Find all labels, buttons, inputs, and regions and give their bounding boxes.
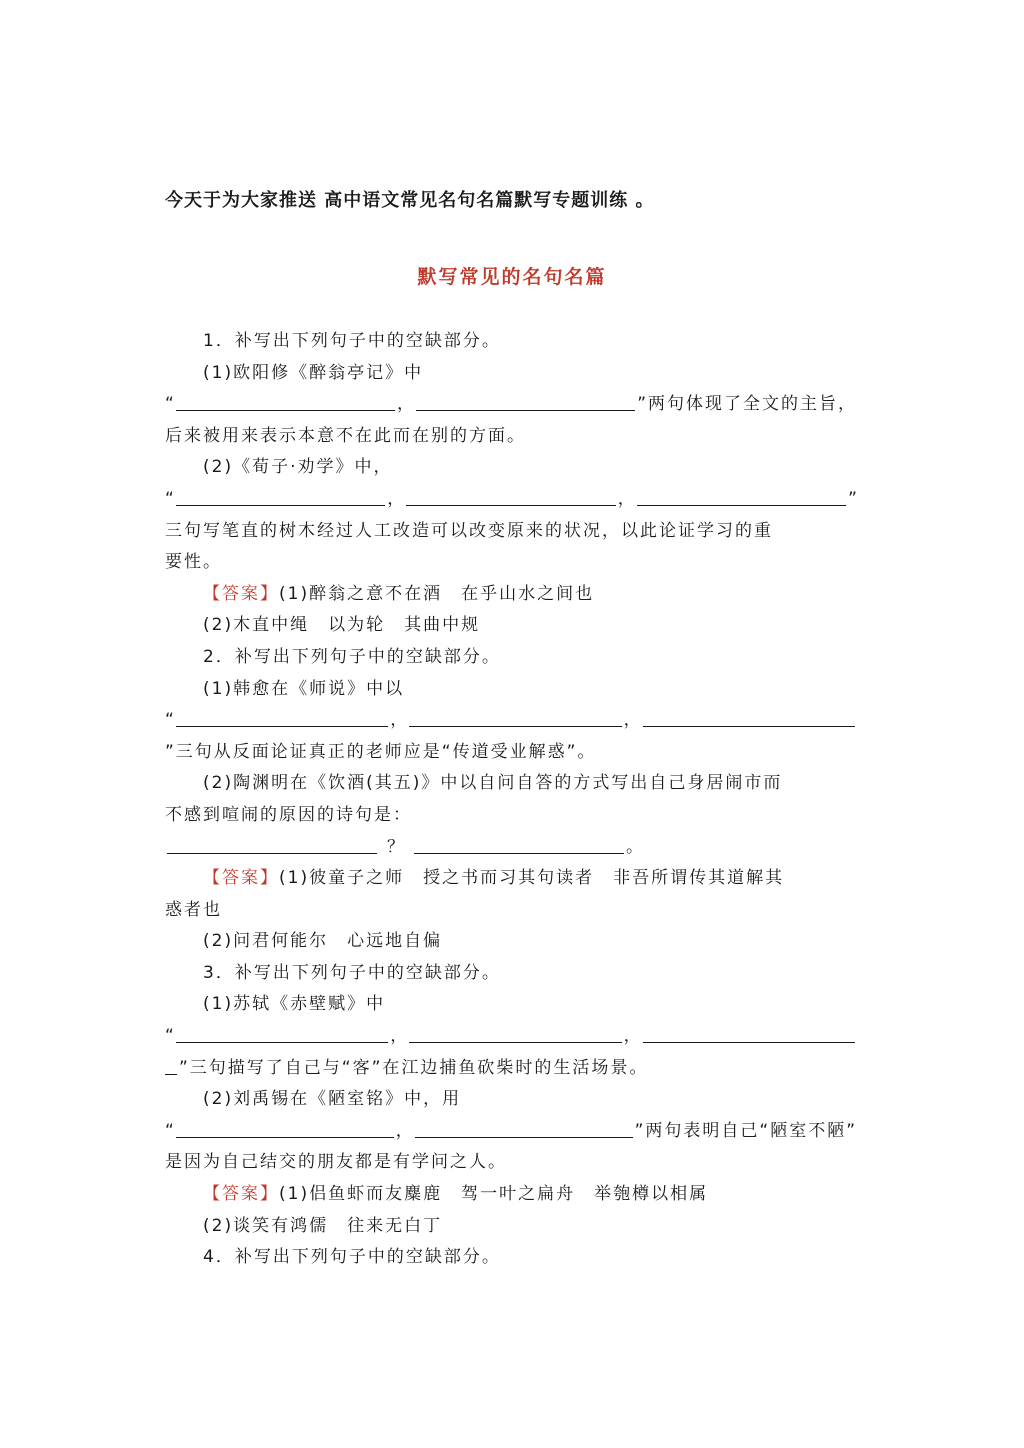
comma: ， <box>623 710 641 731</box>
fill-blank[interactable] <box>176 398 395 411</box>
answer-tag: 【答案】 <box>203 583 279 604</box>
answer-3-line2: (2)谈笑有鸿儒 往来无白丁 <box>203 1215 443 1236</box>
q1-part2-continuation: 三句写笔直的树木经过人工改造可以改变原来的状况，以此论证学习的重 <box>165 520 773 541</box>
comma: ， <box>395 1120 413 1141</box>
full-stop: 。 <box>626 836 643 857</box>
question-3-heading: 3．补写出下列句子中的空缺部分。 <box>203 962 501 983</box>
fill-blank[interactable] <box>406 493 615 506</box>
q1-part1-tail: ”两句体现了全文的主旨， <box>637 394 857 415</box>
q3-part2-blank-line <box>165 1116 857 1148</box>
fill-blank[interactable] <box>416 398 635 411</box>
q1-part2-intro: (2)《荀子·劝学》中， <box>203 457 393 478</box>
comma: ， <box>617 488 635 509</box>
q2-part1-continuation: ”三句从反面论证真正的老师应是“传道受业解惑”。 <box>165 741 597 762</box>
fill-blank[interactable] <box>409 1030 621 1043</box>
section-title: 默写常见的名句名篇 <box>417 266 607 288</box>
q1-part1-blank-line <box>165 389 857 421</box>
open-quote: “ <box>165 710 174 731</box>
close-quote: ” <box>848 488 857 509</box>
q3-part1-blank-line <box>165 1021 857 1053</box>
q1-part1-continuation: 后来被用来表示本意不在此而在别的方面。 <box>165 425 526 446</box>
q2-part1-intro: (1)韩愈在《师说》中以 <box>203 678 405 699</box>
comma: ， <box>387 488 405 509</box>
q3-part1-continuation-line <box>165 1053 857 1085</box>
fill-blank[interactable] <box>637 493 846 506</box>
answer-1-line2: (2)木直中绳 以为轮 其曲中规 <box>203 615 481 636</box>
q2-part2-intro: (2)陶渊明在《饮酒(其五)》中以自问自答的方式写出自己身居闹市而 <box>203 773 783 794</box>
fill-blank[interactable] <box>176 1125 394 1138</box>
answer-tag: 【答案】 <box>203 868 279 889</box>
q3-part1-continuation: ”三句描写了自己与“客”在江边捕鱼砍柴时的生活场景。 <box>179 1057 649 1078</box>
q3-part2-tail: ”两句表明自己“陋室不陋” <box>634 1120 858 1141</box>
answer-2-line2: (2)问君何能尔 心远地自偏 <box>203 931 443 952</box>
question-2-heading: 2．补写出下列句子中的空缺部分。 <box>203 646 501 667</box>
intro-line: 今天于为大家推送 高中语文常见名句名篇默写专题训练 。 <box>165 190 655 211</box>
answer-3-line1 <box>165 1179 857 1211</box>
q2-part1-blank-line <box>165 705 857 737</box>
answer-1-line1 <box>165 579 857 611</box>
answer-2-line1 <box>165 863 857 895</box>
answer-text: (1)彼童子之师 授之书而习其句读者 非吾所谓传其道解其 <box>279 868 785 889</box>
q3-part2-continuation: 是因为自己结交的朋友都是有学问之人。 <box>165 1152 507 1173</box>
fill-blank[interactable] <box>643 1030 855 1043</box>
open-quote: “ <box>165 488 174 509</box>
question-1-heading: 1．补写出下列句子中的空缺部分。 <box>203 331 501 351</box>
fill-blank[interactable] <box>165 1062 177 1075</box>
q2-part2-continuation: 不感到喧闹的原因的诗句是： <box>165 804 412 825</box>
answer-2-continuation: 惑者也 <box>165 899 222 920</box>
answer-text: (1)醉翁之意不在酒 在乎山水之间也 <box>279 583 595 604</box>
fill-blank[interactable] <box>176 493 385 506</box>
q3-part2-intro: (2)刘禹锡在《陋室铭》中，用 <box>203 1089 462 1110</box>
answer-tag: 【答案】 <box>203 1184 279 1205</box>
fill-blank[interactable] <box>643 714 855 727</box>
question-4-heading: 4．补写出下列句子中的空缺部分。 <box>203 1247 501 1268</box>
open-quote: “ <box>165 1120 174 1141</box>
open-quote: “ <box>165 1026 174 1047</box>
comma: ， <box>623 1026 641 1047</box>
question-mark: ？ <box>387 836 404 857</box>
comma: ， <box>397 394 414 415</box>
open-quote: “ <box>165 394 174 415</box>
q3-part1-intro: (1)苏轼《赤壁赋》中 <box>203 994 386 1015</box>
q1-part1-intro: (1)欧阳修《醉翁亭记》中 <box>203 362 424 383</box>
fill-blank[interactable] <box>176 714 388 727</box>
fill-blank[interactable] <box>167 841 377 854</box>
comma: ， <box>390 710 408 731</box>
q2-part2-blank-line <box>165 832 857 864</box>
fill-blank[interactable] <box>414 841 624 854</box>
fill-blank[interactable] <box>415 1125 633 1138</box>
fill-blank[interactable] <box>176 1030 388 1043</box>
exercise-body <box>165 326 857 1274</box>
fill-blank[interactable] <box>409 714 621 727</box>
answer-text: (1)侣鱼虾而友麋鹿 驾一叶之扁舟 举匏樽以相属 <box>279 1184 709 1205</box>
q1-part2-blank-line <box>165 484 857 516</box>
q1-part2-continuation: 要性。 <box>165 552 222 573</box>
comma: ， <box>390 1026 408 1047</box>
